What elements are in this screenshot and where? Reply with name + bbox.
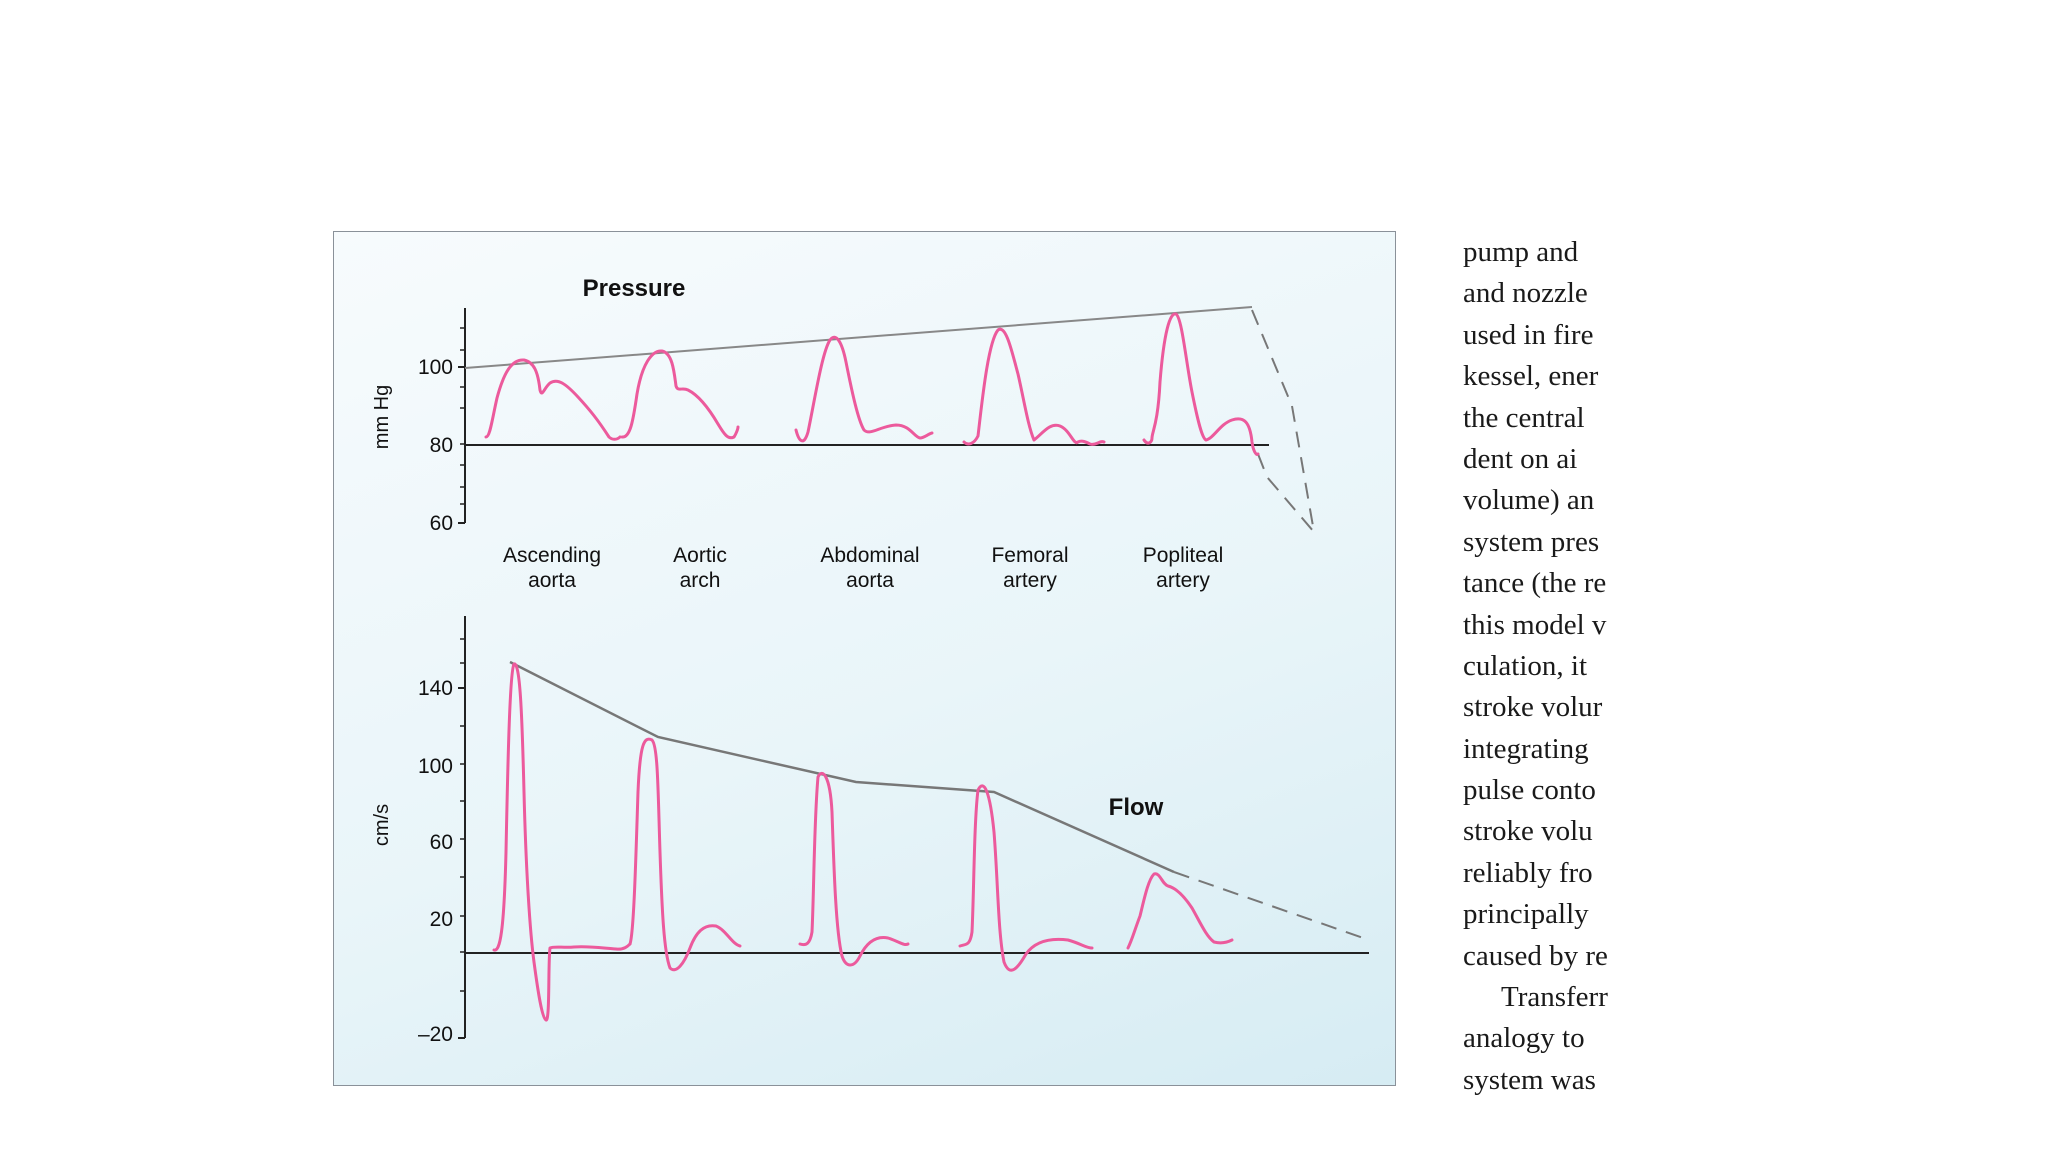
flow-tick-label-60: 60 xyxy=(429,831,453,854)
pressure-tick-label-80: 80 xyxy=(429,434,453,457)
body-text-line: dent on ai xyxy=(1463,442,1578,475)
pressure-extrapolation-dashed-lower xyxy=(1258,454,1314,532)
flow-title: Flow xyxy=(1108,794,1164,821)
body-text-line: pump and xyxy=(1463,236,1579,268)
flow-y-axis-label: cm/s xyxy=(371,803,393,847)
body-text-line: principally xyxy=(1463,898,1589,931)
site-label-ascending-line1: Ascending xyxy=(502,544,602,567)
body-text-line: system was xyxy=(1463,1063,1596,1096)
body-text-line-indented: Transferr xyxy=(1501,981,1608,1014)
flow-wave-popliteal-artery xyxy=(1128,874,1232,948)
flow-tick-label-100: 100 xyxy=(417,755,453,778)
body-text-line: this model v xyxy=(1463,608,1607,641)
body-text-line: stroke volur xyxy=(1463,691,1603,724)
site-label-popliteal-line1: Popliteal xyxy=(1142,544,1224,567)
body-text-line: caused by re xyxy=(1463,939,1608,972)
body-text-line: used in fire xyxy=(1463,318,1594,351)
site-label-ascending-line2: aorta xyxy=(528,569,576,592)
pressure-wave-abdominal-aorta xyxy=(796,337,932,441)
pressure-wave-aortic-arch xyxy=(622,351,738,438)
site-label-abdominal-line2: aorta xyxy=(846,569,894,592)
body-text-line: pulse conto xyxy=(1463,774,1596,807)
site-label-abdominal-line1: Abdominal xyxy=(820,544,920,567)
site-label-femoral-line1: Femoral xyxy=(991,544,1069,567)
body-text-line: the central xyxy=(1463,401,1585,434)
flow-tick-label-20: 20 xyxy=(429,908,453,931)
flow-wave-ascending-aorta xyxy=(494,664,630,1020)
pressure-wave-femoral-artery xyxy=(964,329,1104,444)
body-text-line: integrating xyxy=(1463,732,1589,765)
pressure-wave-popliteal-artery xyxy=(1144,314,1258,455)
flow-wave-femoral-artery xyxy=(960,786,1092,970)
site-label-arch-line2: arch xyxy=(679,569,721,592)
body-text-line: reliably fro xyxy=(1463,856,1593,889)
site-label-popliteal-line2: artery xyxy=(1156,569,1210,592)
body-text-line: volume) an xyxy=(1463,484,1595,517)
flow-tick-label-minus20: –20 xyxy=(417,1023,453,1046)
body-text-line: stroke volu xyxy=(1463,815,1593,848)
hemodynamics-figure xyxy=(333,231,1396,1086)
pressure-tick-label-60: 60 xyxy=(429,512,453,535)
pressure-tick-label-100: 100 xyxy=(417,356,453,379)
body-text-line: culation, it xyxy=(1463,649,1588,682)
pressure-site-labels xyxy=(503,544,1223,592)
flow-wave-aortic-arch xyxy=(630,739,740,970)
pressure-y-axis-label: mm Hg xyxy=(371,384,393,450)
body-text-line: tance (the re xyxy=(1463,567,1607,600)
pressure-title: Pressure xyxy=(582,275,686,302)
figure-canvas xyxy=(334,232,1397,1087)
pressure-extrapolation-dashed-upper xyxy=(1252,310,1314,532)
body-text-line: analogy to xyxy=(1463,1022,1585,1055)
body-text-column xyxy=(1463,232,1618,1112)
pressure-peak-trend-line xyxy=(465,307,1252,368)
site-label-femoral-line2: artery xyxy=(1003,569,1057,592)
body-text-line: and nozzle xyxy=(1463,277,1588,310)
body-text-line: system pres xyxy=(1463,525,1600,558)
site-label-arch-line1: Aortic xyxy=(673,544,727,567)
flow-tick-label-140: 140 xyxy=(417,677,453,700)
flow-peak-trend-line xyxy=(510,662,1174,872)
body-text-line: kessel, ener xyxy=(1463,360,1599,393)
flow-wave-abdominal-aorta xyxy=(800,773,908,965)
pressure-wave-ascending-aorta xyxy=(486,360,620,439)
